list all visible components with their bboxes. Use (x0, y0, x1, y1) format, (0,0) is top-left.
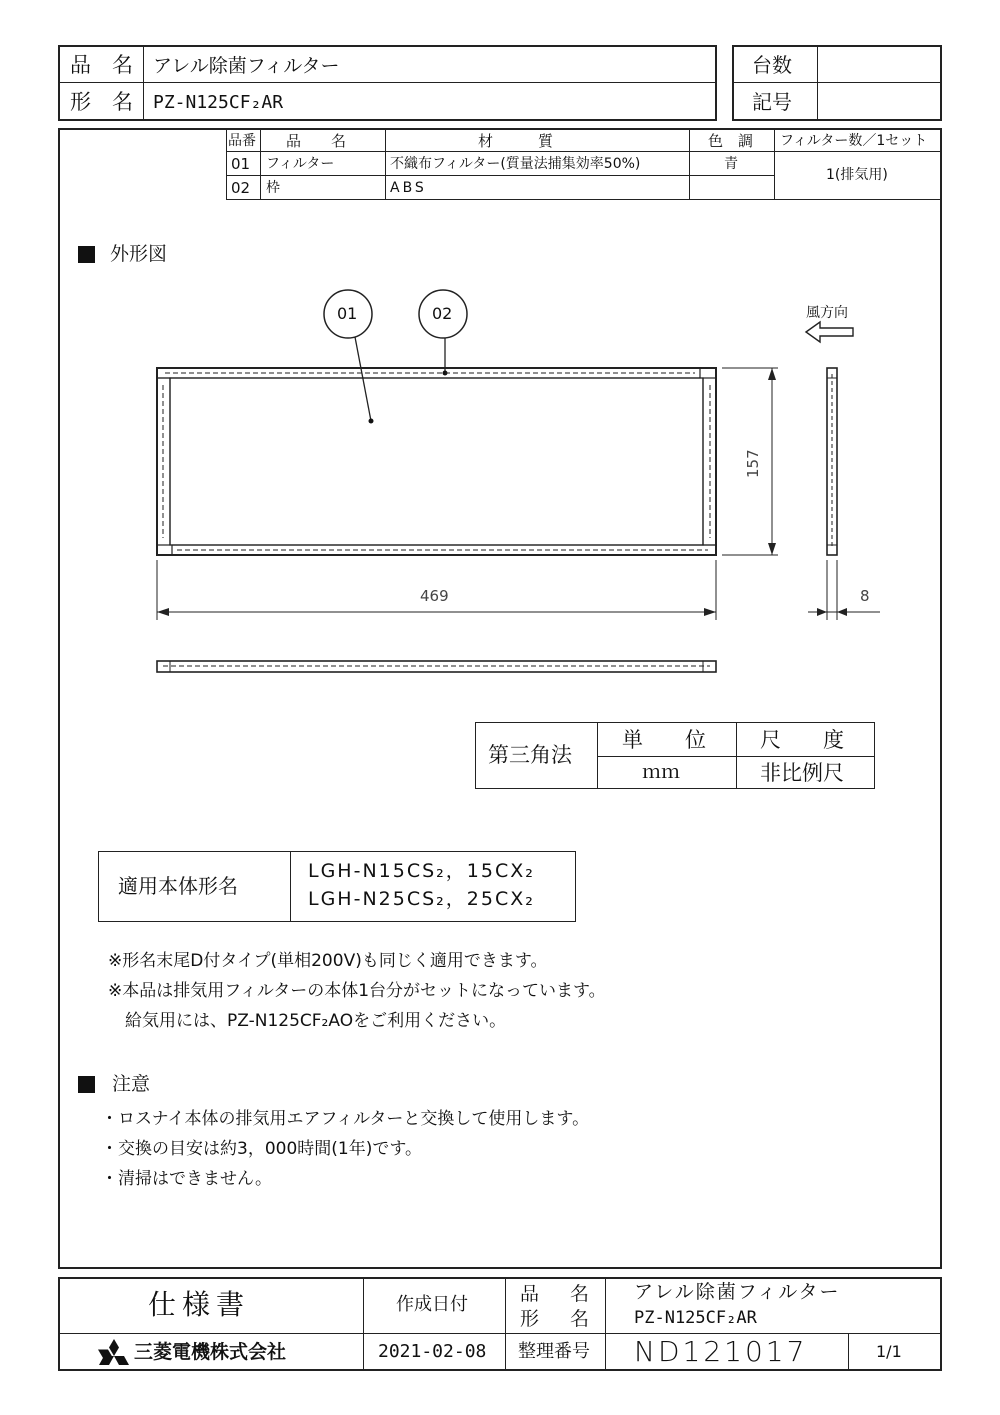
row1-name: フィルター (266, 156, 335, 172)
ref-label: 整理番号 (518, 1341, 590, 1362)
created-label: 作成日付 (396, 1294, 468, 1315)
scale-value: 非比例尺 (760, 761, 844, 785)
product-name-value: アレル除菌フィルター (153, 55, 340, 77)
caution-item-3: ・清掃はできません。 (101, 1169, 273, 1189)
col-header-no: 品番 (228, 133, 256, 149)
caution-heading-bullet (78, 1076, 95, 1093)
wind-direction-label: 風方向 (806, 305, 848, 321)
footer-product-name: アレル除菌フィルター (634, 1281, 841, 1303)
unit-value: ｍｍ (642, 761, 681, 783)
company-name: 三菱電機株式会社 (134, 1341, 287, 1363)
dim-depth: 8 (860, 587, 870, 605)
caution-item-1: ・ロスナイ本体の排気用エアフィルターと交換して使用します。 (101, 1109, 590, 1129)
page-number: 1/1 (876, 1342, 902, 1361)
ref-number: ND121017 (634, 1335, 808, 1368)
filters-per-set: 1(排気用) (826, 167, 888, 183)
model-value: PZ-N125CF₂AR (153, 92, 284, 113)
applicable-label: 適用本体形名 (118, 874, 238, 898)
col-header-material: 材 質 (478, 132, 554, 150)
row2-name: 枠 (266, 180, 280, 196)
footer-model: PZ-N125CF₂AR (634, 1308, 757, 1328)
col-header-name: 品 名 (286, 132, 347, 150)
footer-name-label: 品 名 (520, 1283, 596, 1305)
unit-label: 単 位 (622, 728, 706, 752)
row1-material: 不織布フィルター(質量法捕集効率50%) (390, 156, 641, 172)
col-header-filters: フィルター数／1セット (780, 133, 928, 149)
units-label: 台数 (752, 53, 792, 77)
doc-type: 仕様書 (148, 1288, 251, 1321)
dim-width: 469 (420, 587, 449, 605)
caution-heading: 注意 (112, 1073, 151, 1095)
dim-height: 157 (744, 449, 762, 478)
applicable-model-1: LGH-N15CS₂，15CX₂ (308, 860, 535, 882)
projection-method: 第三角法 (488, 743, 572, 767)
created-date: 2021-02-08 (378, 1341, 487, 1362)
row2-no: 02 (231, 179, 251, 197)
model-label: 形 名 (70, 90, 133, 114)
callout-filter: 01 (337, 304, 358, 323)
col-header-color: 色 調 (708, 132, 754, 150)
symbol-label: 記号 (752, 90, 792, 114)
scale-label: 尺 度 (760, 728, 844, 752)
footer-model-label: 形 名 (520, 1308, 596, 1330)
caution-item-2: ・交換の目安は約3，000時間(1年)です。 (101, 1139, 422, 1159)
mitsubishi-logo-icon (97, 1339, 131, 1367)
row1-no: 01 (231, 155, 251, 173)
outline-heading: 外形図 (110, 243, 168, 265)
row1-color: 青 (724, 156, 738, 172)
outline-drawing (0, 0, 1000, 700)
row2-material: ABS (390, 180, 427, 196)
callout-frame: 02 (432, 304, 453, 323)
note-2: ※本品は排気用フィルターの本体1台分がセットになっています。 (108, 981, 606, 1001)
note-3: 給気用には、PZ-N125CF₂AOをご利用ください。 (108, 1011, 507, 1031)
applicable-model-2: LGH-N25CS₂，25CX₂ (308, 888, 535, 910)
note-1: ※形名末尾D付タイプ(単相200V)も同じく適用できます。 (108, 951, 548, 971)
product-name-label: 品 名 (70, 53, 133, 77)
